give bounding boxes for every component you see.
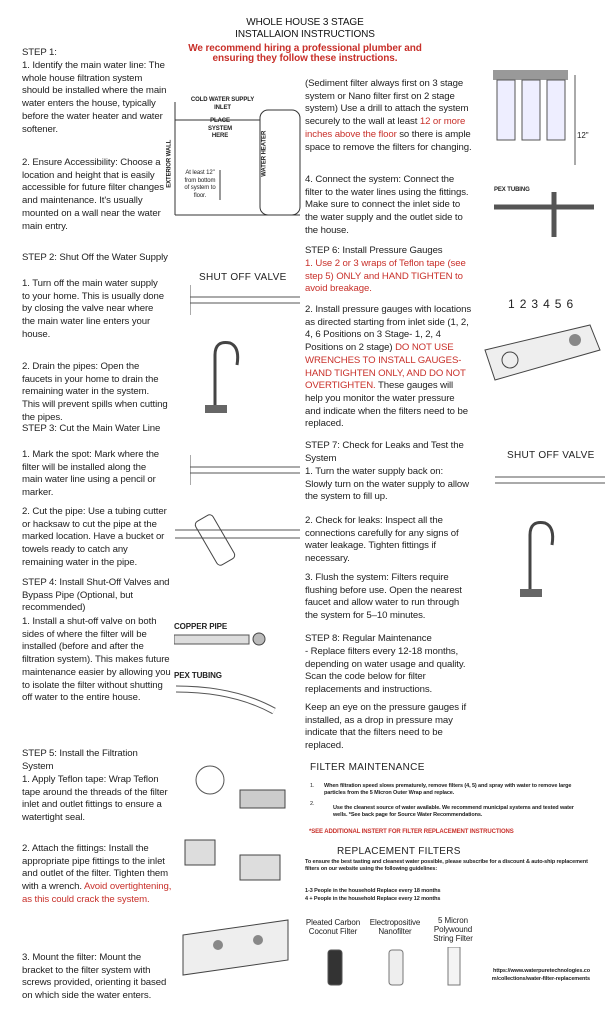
copper-pipe-icon (174, 632, 274, 648)
step2-heading: STEP 2: Shut Off the Water Supply (22, 252, 168, 263)
replacement-url[interactable]: https://www.waterpuretechnologies.com/collections/water-filter-replacements (491, 968, 590, 982)
pex-tubing-icon (174, 681, 279, 721)
step7-item2: 2. Check for leaks: Inspect all the connections carefully for any signs of water leakage. Tighten fittings if necessary. (305, 515, 459, 565)
step5-warning: Avoid overtightening, as this could crack the system. (22, 881, 172, 905)
step2-item2: 2. Drain the pipes: Open the faucets in your home to drain the remaining water in the system. This will prevent spills when cutting the pipes. (22, 361, 168, 423)
mount-text-end: so there is ample space to remove the filters for changing. (305, 128, 472, 153)
faucet-icon-2 (500, 515, 560, 600)
gauge-text-end: These gauges will help you monitor the water pressure and indicate when the filters need to be replaced. (305, 380, 468, 430)
step1-heading: STEP 1: (22, 47, 57, 58)
filter-name-nano: Electropositive Nanofilter (369, 918, 421, 936)
maintenance-num-1: 1. (310, 783, 315, 789)
step6-heading: STEP 6: Install Pressure Gauges (305, 245, 443, 256)
step1-item1: 1. Identify the main water line: The whole house filtration system should be installed where the main water enters the house, typically before the water heater and water softener. (22, 60, 167, 135)
teflon-tape-icon (180, 760, 295, 820)
title-line-2: INSTALLAION INSTRUCTIONS (235, 29, 375, 40)
filter-name-string: 5 Micron Polywound String Filter (433, 916, 473, 943)
gauge-warning: DO NOT USE WRENCHES TO INSTALL GAUGES- HAND TIGHTEN ONLY, AND DO NOT OVERTIGHTEN. (305, 342, 466, 392)
step3-item1: 1. Mark the spot: Mark where the filter will be installed along the main water line using a pencil or marker. (22, 449, 160, 499)
twelve-inch-label: 12" (577, 131, 589, 140)
step5-item2 (22, 843, 172, 907)
insert-notice: *SEE ADDITIONAL INSTERT FOR FILTER REPLACEMENT INSTRUCTIONS (309, 829, 514, 835)
gauge-positions (508, 298, 578, 311)
pex-tubing-label: PEX TUBING (174, 671, 222, 680)
filter-system-icon (485, 65, 595, 175)
replacement-intro: To ensure the best tasting and cleanest water possible, please subscribe for a discount & auto-ship replacement filters on our website using the following guidelines: (305, 859, 588, 872)
step1-item2: 2. Ensure Accessibility: Choose a location and height that is easily accessible for future filter changes and maintenance. It's usually mounted on a wall near the water main entry. (22, 157, 164, 232)
filter-maintenance-title: FILTER MAINTENANCE (310, 762, 425, 773)
cold-water-label: COLD WATER SUPPLY INLET (190, 97, 255, 111)
shut-off-valve-label: SHUT OFF VALVE (199, 272, 287, 283)
gauge-text: 2. Install pressure gauges with locations as directed starting from inlet side (1, 2, 4, 6 Positions on 3 Stage- 1, 2, 4 Positions on 2 stage) (305, 304, 472, 354)
exterior-wall-label: EXTERIOR WALL (166, 139, 173, 188)
step8-heading: STEP 8: Regular Maintenance (305, 633, 432, 644)
mount-height-warning: 12 or more inches above the floor (305, 116, 466, 140)
step6-item1: 1. Use 2 or 3 wraps of Teflon tape (see step 5) ONLY and HAND TIGHTEN to avoid breakage. (305, 258, 466, 295)
guideline-1: 1-3 People in the household Replace every 18 months (305, 888, 441, 894)
position-1: 1 (508, 297, 520, 311)
water-heater-label: WATER HEATER (261, 130, 268, 177)
fittings-icon (180, 830, 295, 890)
position-6: 6 (566, 297, 579, 311)
step7-item3: 3. Flush the system: Filters require flushing before use. Open the nearest faucet and allow water to run through the system for 5–10 minutes. (305, 572, 462, 622)
step3-item2: 2. Cut the pipe: Use a tubing cutter or hacksaw to cut the pipe at the marked location. Have a bucket or towels ready to catch any remaining water in the pipe. (22, 506, 167, 568)
step8-item2: Keep an eye on the pressure gauges if installed, as a drop in pressure may indicate that the filters need to be replaced. (305, 702, 467, 752)
connect-system: 4. Connect the system: Connect the filter to the water lines using the fittings. Make sure to connect the inlet side to the water supply and the outlet side to the house. (305, 174, 469, 236)
doc-title (180, 17, 430, 41)
recommendation-note: We recommend hiring a professional plumber and ensuring they follow these instructions. (188, 43, 422, 64)
pex-connection-icon (494, 192, 599, 237)
height-note: At least 12" from bottom of system to floor. (184, 170, 216, 199)
pipe-cutter-icon (175, 510, 300, 570)
mount-text: (Sediment filter always first on 3 stage system or Nano filter first on 2 stage system) Use a drill to attach the system securely to the wall at least (305, 78, 469, 128)
filter-cartridges-icon (325, 947, 485, 987)
marked-pipe-illustration (190, 455, 300, 485)
maintenance-item-2: Use the cleanest source of water available. We recommend municipal systems and tested water wells. *See back page for Source Water Recommendations. (333, 805, 574, 818)
copper-pipe-label: COPPER PIPE (174, 622, 228, 631)
position-4: 4 (543, 297, 555, 311)
step3-heading: STEP 3: Cut the Main Water Line (22, 423, 161, 434)
step5-item3: 3. Mount the filter: Mount the bracket to the filter system with screws provided, orienting it based on which side the water enters. (22, 952, 167, 1002)
pipe-illustration-2 (495, 465, 605, 495)
position-2: 2 (519, 297, 532, 311)
title-line-1: WHOLE HOUSE 3 STAGE (246, 17, 364, 28)
pex-tubing-label-2: PEX TUBING (494, 187, 530, 193)
mounting-bracket-icon (178, 915, 298, 985)
mount-instructions (305, 78, 472, 154)
maintenance-item-1: When filtration speed slows prematurely, remove filters (4, 5) and spray with water to remove large particles from the 5 Micron Outer Wrap and replace. (324, 783, 572, 796)
step6-item2 (305, 304, 472, 431)
step8-item1: - Replace filters every 12-18 months, depending on water usage and quality. Scan the code below for filter replacements and instructions. (305, 646, 466, 696)
place-system-label: PLACE SYSTEM HERE (207, 118, 233, 139)
guideline-2: 4 + People in the household Replace every 12 months (305, 896, 441, 902)
filter-name-carbon: Pleated Carbon Coconut Filter (305, 918, 361, 936)
shut-off-valve-label-2: SHUT OFF VALVE (507, 450, 595, 461)
step7-item1: 1. Turn the water supply back on: Slowly turn on the water supply to allow the system to fill up. (305, 466, 469, 503)
gauge-bracket-icon (480, 320, 605, 385)
step5-item2-text: 2. Attach the fittings: Install the appropriate pipe fittings to the inlet and outlet of the filter. Tighten them with a wrench. (22, 843, 169, 893)
step2-item1: 1. Turn off the main water supply to your home. This is usually done by closing the valve near where the main water line enters your house. (22, 278, 165, 340)
step4-heading: STEP 4: Install Shut-Off Valves and Bypass Pipe (Optional, but recommended) (22, 577, 170, 614)
replacement-filters-title: REPLACEMENT FILTERS (337, 846, 461, 857)
pipe-illustration (190, 285, 300, 315)
step5-heading: STEP 5: Install the Filtration System (22, 748, 138, 772)
step4-item1: 1. Install a shut-off valve on both sides of where the filter will be installed (before and after the filtration system). This makes future maintenance easier by allowing you to isolate the filter without shutting off water to the entire house. (22, 616, 171, 704)
position-5: 5 (554, 297, 567, 311)
step7-heading: STEP 7: Check for Leaks and Test the System (305, 440, 464, 464)
maintenance-num-2: 2. (310, 801, 315, 807)
faucet-icon (185, 335, 245, 415)
step5-item1: 1. Apply Teflon tape: Wrap Teflon tape around the threads of the filter inlet and outlet fittings to ensure a watertight seal. (22, 774, 168, 824)
position-3: 3 (531, 297, 544, 311)
